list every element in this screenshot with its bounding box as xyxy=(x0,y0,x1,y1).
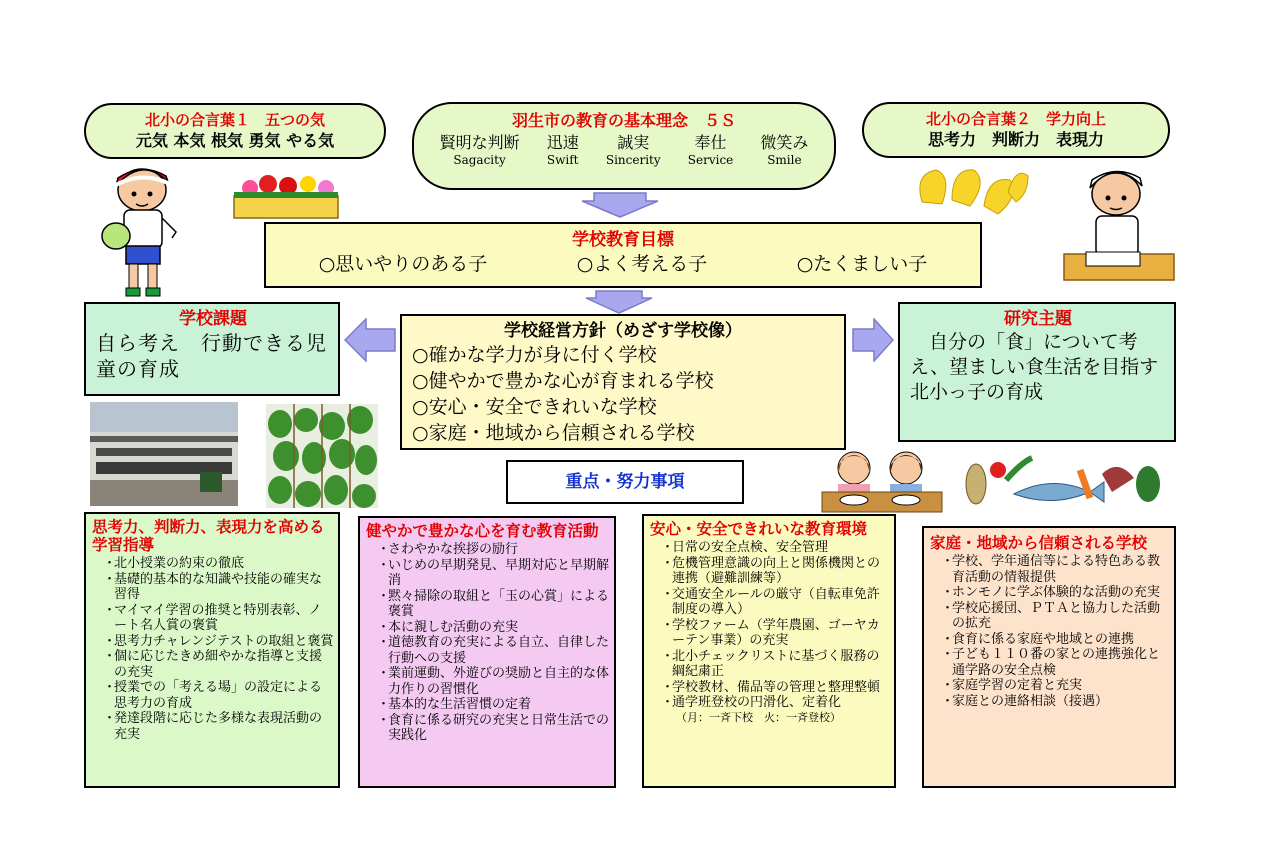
philosophy-items xyxy=(414,132,834,167)
focus-label: 重点・努力事項 xyxy=(565,472,685,492)
focus-item: ・ 学校ファーム（学年農園、ゴーヤカーテン事業）の充実 xyxy=(650,618,890,649)
philosophy-title: 羽生市の教育の基本理念 ５Ｓ xyxy=(511,111,736,130)
focus-item: ・ 授業での「考える場」の設定による思考力の育成 xyxy=(92,680,334,711)
research-theme-box xyxy=(898,302,1176,442)
research-theme-text: 自分の「食」について考え、望ましい食生活を目指す北小っ子の育成 xyxy=(910,331,1159,403)
management-policy-item: ○確かな学力が身に付く学校 xyxy=(412,344,657,366)
focus-item: ・ 学校教材、備品等の管理と整理整頓 xyxy=(650,680,890,696)
focus-item: ・ さわやかな挨拶の励行 xyxy=(366,542,610,558)
motto2-title: 北小の合言葉２ 学力向上 xyxy=(925,110,1106,128)
focus-item: ・ 基本的な生活習慣の定着 xyxy=(366,697,610,713)
focus-column-list xyxy=(366,542,610,744)
focus-item: ・ 学校応援団、ＰＴＡと協力した活動の拡充 xyxy=(930,601,1170,632)
focus-item: ・ 発達段階に応じた多様な表現活動の充実 xyxy=(92,711,334,742)
motto1-text: 元気 本気 根気 勇気 やる気 xyxy=(135,131,335,150)
school-goal-item: ○たくましい子 xyxy=(796,253,928,275)
school-goal-items xyxy=(266,251,980,277)
focus-item: ・ 基礎的基本的な知識や技能の確実な習得 xyxy=(92,572,334,603)
management-policy-item: ○安心・安全できれいな学校 xyxy=(412,396,657,418)
focus-item: ・ 思考力チャレンジテストの取組と褒賞 xyxy=(92,634,334,650)
focus-item: ・ 家庭との連絡相談（接遇） xyxy=(930,694,1170,710)
motto1-title: 北小の合言葉１ 五つの気 xyxy=(144,111,325,129)
management-policy-title: 学校経営方針（めざす学校像） xyxy=(504,321,742,341)
focus-item: ・ 本に親しむ活動の充実 xyxy=(366,620,610,636)
philosophy-item-jp: 誠実 xyxy=(617,133,650,152)
focus-item: ・ 個に応じたきめ細やかな指導と支援の充実 xyxy=(92,649,334,680)
arrow-left-icon xyxy=(344,318,396,362)
research-theme-title: 研究主題 xyxy=(1004,309,1072,329)
focus-item: ・ 食育に係る研究の充実と日常生活での実践化 xyxy=(366,713,610,744)
motto2-text: 思考力 判断力 表現力 xyxy=(927,130,1104,149)
philosophy-item-en: Swift xyxy=(546,153,579,167)
philosophy-item-en: Service xyxy=(687,153,734,167)
ginkgo-leaves-illustration xyxy=(912,162,1030,222)
arrow-right-icon xyxy=(852,318,894,362)
focus-item: ・ 道徳教育の充実による自立、自律した行動への支援 xyxy=(366,635,610,666)
focus-column-1 xyxy=(84,512,340,788)
philosophy-item-jp: 奉仕 xyxy=(694,133,727,152)
focus-item: ・ いじめの早期発見、早期対応と早期解消 xyxy=(366,558,610,589)
philosophy-item-en: Smile xyxy=(767,153,802,167)
management-policy-item: ○健やかで豊かな心が育まれる学校 xyxy=(412,370,714,392)
philosophy-item xyxy=(440,132,520,167)
flower-box-illustration xyxy=(228,168,344,220)
focus-item: ・ 子ども１１０番の家との連携強化と通学路の安全点検 xyxy=(930,647,1170,678)
focus-column-list xyxy=(650,540,890,711)
focus-item: ・ 北小チェックリストに基づく服務の綱紀粛正 xyxy=(650,649,890,680)
school-goal-item: ○よく考える子 xyxy=(576,253,708,275)
focus-item: ・ ホンモノに学ぶ体験的な活動の充実 xyxy=(930,585,1170,601)
philosophy-item-jp: 賢明な判断 xyxy=(439,133,520,152)
philosophy-item xyxy=(547,132,579,167)
management-policy-item: ○家庭・地域から信頼される学校 xyxy=(412,422,695,444)
management-policy-box xyxy=(400,314,846,450)
focus-column-title: 安心・安全できれいな教育環境 xyxy=(650,520,868,538)
focus-column-title: 家庭・地域から信頼される学校 xyxy=(930,534,1148,552)
focus-column-2 xyxy=(358,516,616,788)
focus-column-title: 思考力、判断力、表現力を高める学習指導 xyxy=(92,518,325,554)
focus-column-3 xyxy=(642,514,896,788)
food-ingredients-illustration xyxy=(962,452,1162,512)
motto1-box xyxy=(84,103,386,159)
philosophy-item xyxy=(606,132,661,167)
focus-item: ・ 業前運動、外遊びの奨励と自主的な体力作りの習慣化 xyxy=(366,666,610,697)
school-building-photo xyxy=(90,402,238,506)
philosophy-item-en: Sincerity xyxy=(605,153,661,167)
focus-item-note: （月：一斉下校 火：一斉登校） xyxy=(676,710,841,724)
focus-item: ・ 学校、学年通信等による特色ある教育活動の情報提供 xyxy=(930,554,1170,585)
school-issue-title: 学校課題 xyxy=(179,309,247,329)
boy-with-ball-illustration xyxy=(96,162,192,300)
focus-item: ・ 北小授業の約束の徹底 xyxy=(92,556,334,572)
philosophy-box xyxy=(412,102,836,190)
philosophy-item-jp: 微笑み xyxy=(760,133,809,152)
focus-item: ・ マイマイ学習の推奨と特別表彰、ノート名人賞の褒賞 xyxy=(92,603,334,634)
philosophy-item xyxy=(760,132,808,167)
focus-column-list xyxy=(92,556,334,742)
motto2-box xyxy=(862,102,1170,158)
philosophy-item xyxy=(688,132,734,167)
boy-studying-illustration xyxy=(1062,166,1180,288)
focus-column-4 xyxy=(922,526,1176,788)
focus-item: ・ 食育に係る家庭や地域との連携 xyxy=(930,632,1170,648)
girls-eating-illustration xyxy=(820,446,944,514)
philosophy-item-en: Sagacity xyxy=(453,153,506,167)
school-issue-text: 自ら考え 行動できる児童の育成 xyxy=(96,331,327,381)
philosophy-item-jp: 迅速 xyxy=(546,133,579,152)
focus-label-box xyxy=(506,460,744,504)
focus-item: ・ 交通安全ルールの厳守（自転車免許制度の導入） xyxy=(650,587,890,618)
school-goal-title: 学校教育目標 xyxy=(572,230,674,250)
arrow-down-icon xyxy=(580,192,660,218)
focus-item: ・ 家庭学習の定着と充実 xyxy=(930,678,1170,694)
focus-item: ・ 日常の安全点検、安全管理 xyxy=(650,540,890,556)
arrow-down-icon xyxy=(584,290,654,314)
school-goal-box xyxy=(264,222,982,288)
school-goal-item: ○思いやりのある子 xyxy=(318,253,488,275)
focus-column-list xyxy=(930,554,1170,709)
focus-item: ・ 黙々掃除の取組と「玉の心賞」による褒賞 xyxy=(366,589,610,620)
goya-curtain-photo xyxy=(266,404,378,508)
focus-item: ・ 通学班登校の円滑化、定着化 xyxy=(650,695,890,711)
school-issue-box xyxy=(84,302,340,396)
focus-item: ・ 危機管理意識の向上と関係機関との連携（避難訓練等） xyxy=(650,556,890,587)
focus-column-title: 健やかで豊かな心を育む教育活動 xyxy=(366,522,599,540)
